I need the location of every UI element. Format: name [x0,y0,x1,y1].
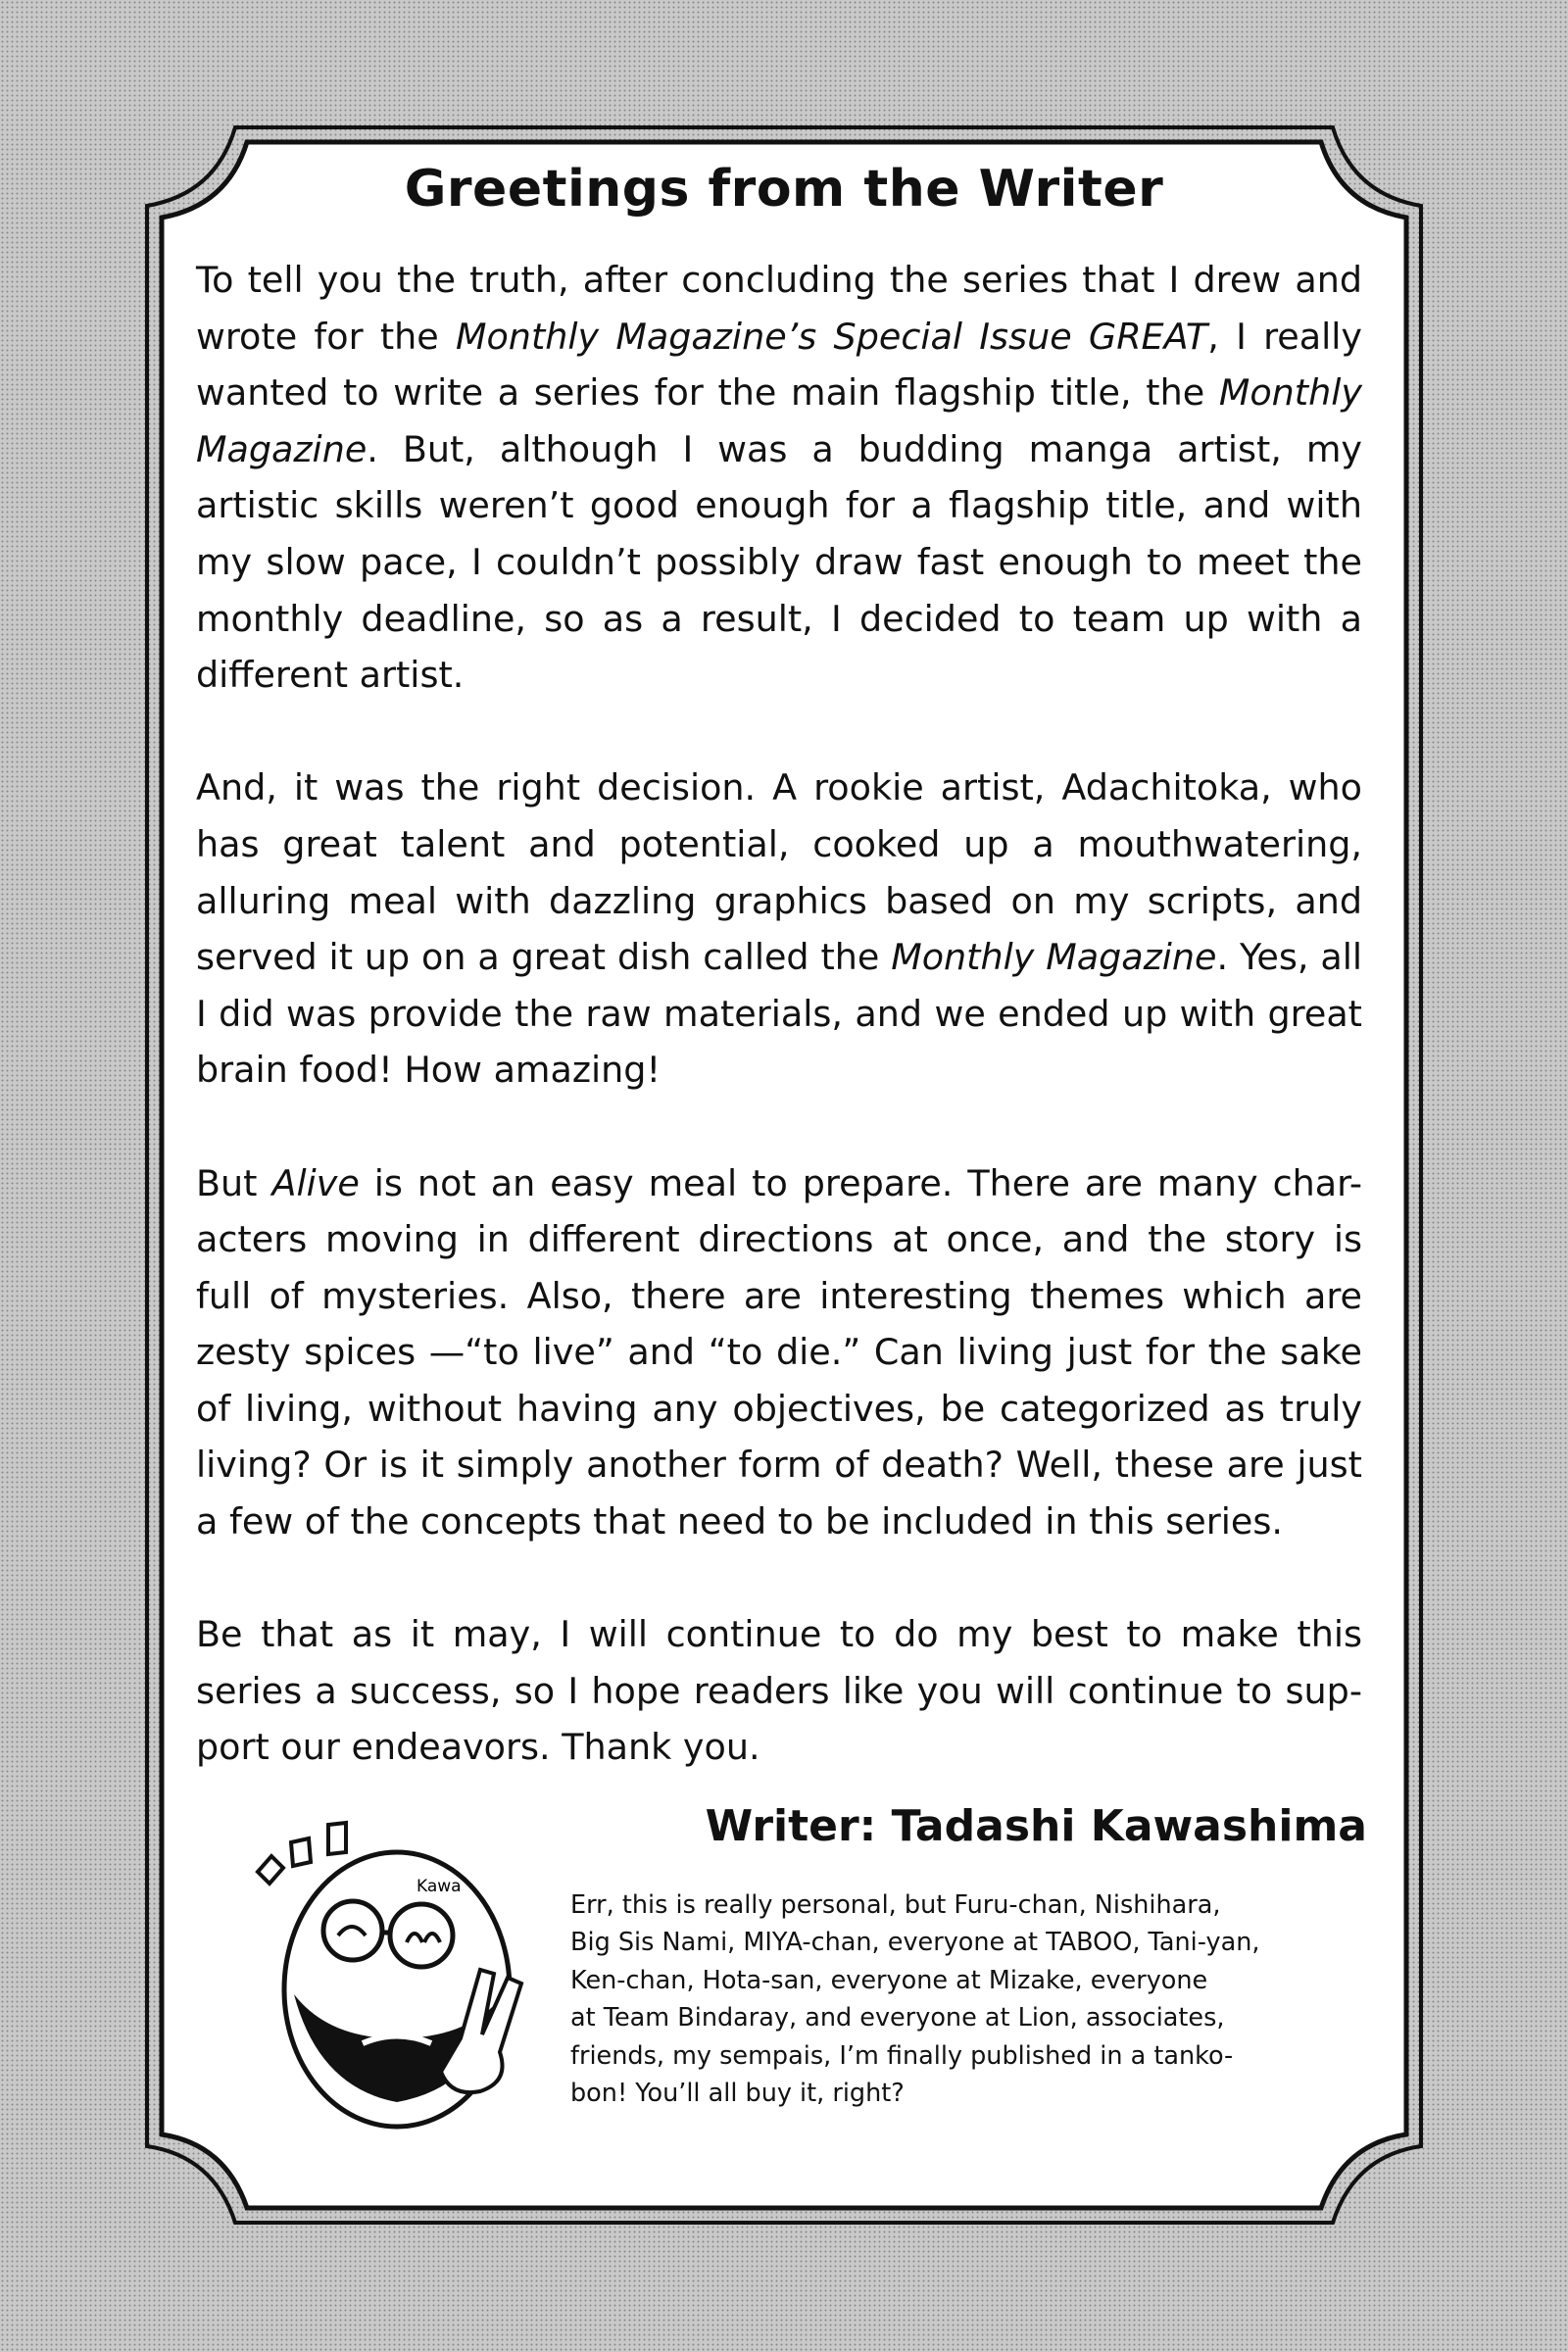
body-paragraph [196,252,1362,704]
text-line: alluring meal with dazzling graphics based on my scripts, and [196,879,1362,922]
text-line: monthly deadline, so as a result, I decided to team up with a [196,597,1362,640]
text-line: zesty spices —“to live” and “to die.” Can living just for the sake [196,1331,1362,1374]
text-line: full of mysteries. Also, there are interesting themes which are [196,1274,1362,1317]
text-line: wanted to write a series for the main flagship title, the Monthly [196,371,1362,415]
text-line: brain food! How amazing! [196,1049,662,1092]
text-line: acters moving in different directions at once, and the story is [196,1218,1362,1261]
text-line: a few of the concepts that need to be included in this series. [196,1500,1283,1544]
mascot-label: Kawa [416,1877,462,1896]
personal-note [570,1886,1260,2112]
text-line: served it up on a great dish called the Monthly Magazine. Yes, all [196,936,1363,979]
italic-title: Monthly Magazine [891,936,1217,979]
italic-title: Alive [271,1161,360,1204]
text-line: But Alive is not an easy meal to prepare. There are many char- [196,1161,1362,1204]
body-paragraph [196,1155,1362,1550]
text-line: To tell you the truth, after concluding the series that I drew and [196,259,1362,301]
note-line: Ken-chan, Hota-san, everyone at Mizake, everyone [570,1965,1208,1995]
note-line: Err, this is really personal, but Furu-chan, Nishihara, [570,1890,1221,1920]
body-paragraph [196,1606,1362,1776]
italic-title: Monthly [1218,371,1362,415]
text-line: my slow pace, I couldn’t possibly draw fast enough to meet the [196,540,1362,583]
writer-signature: Writer: Tadashi Kawashima [705,1801,1367,1851]
kawa-mascot-drawing [230,1793,554,2166]
text-line: series a success, so I hope readers like you will continue to sup- [196,1669,1362,1712]
note-line: Big Sis Nami, MIYA-chan, everyone at TABOO, Tani-yan, [570,1928,1260,1958]
text-line: of living, without having any objectives, be categorized as truly [196,1387,1362,1430]
text-line: port our endeavors. Thank you. [196,1726,760,1769]
text-line: Be that as it may, I will continue to do my best to make this [196,1613,1362,1656]
text-line: living? Or is it simply another form of death? Well, these are just [196,1444,1362,1487]
text-line: Magazine. But, although I was a budding manga artist, my [196,427,1362,470]
italic-title: Monthly Magazine’s Special Issue GREAT [455,315,1208,358]
text-line: I did was provide the raw materials, and we ended up with great [196,992,1362,1035]
text-line: wrote for the Monthly Magazine’s Special Issue GREAT, I really [196,315,1363,358]
italic-title: Magazine [196,427,368,470]
greeting-body [196,252,1362,1833]
text-line: And, it was the right decision. A rookie artist, Adachitoka, who [196,766,1362,809]
page-title: Greetings from the Writer [404,160,1164,219]
text-line: artistic skills weren’t good enough for a flagship title, and with [196,484,1362,527]
text-line: different artist. [196,654,465,697]
note-line: at Team Bindaray, and everyone at Lion, associates, [570,2003,1225,2034]
writer-greeting-panel [172,142,1396,2190]
note-line: bon! You’ll all buy it, right? [570,2079,905,2109]
text-line: has great talent and potential, cooked up a mouthwatering, [196,822,1362,865]
body-paragraph [196,760,1362,1099]
note-line: friends, my sempais, I’m finally published in a tanko- [570,2040,1234,2071]
